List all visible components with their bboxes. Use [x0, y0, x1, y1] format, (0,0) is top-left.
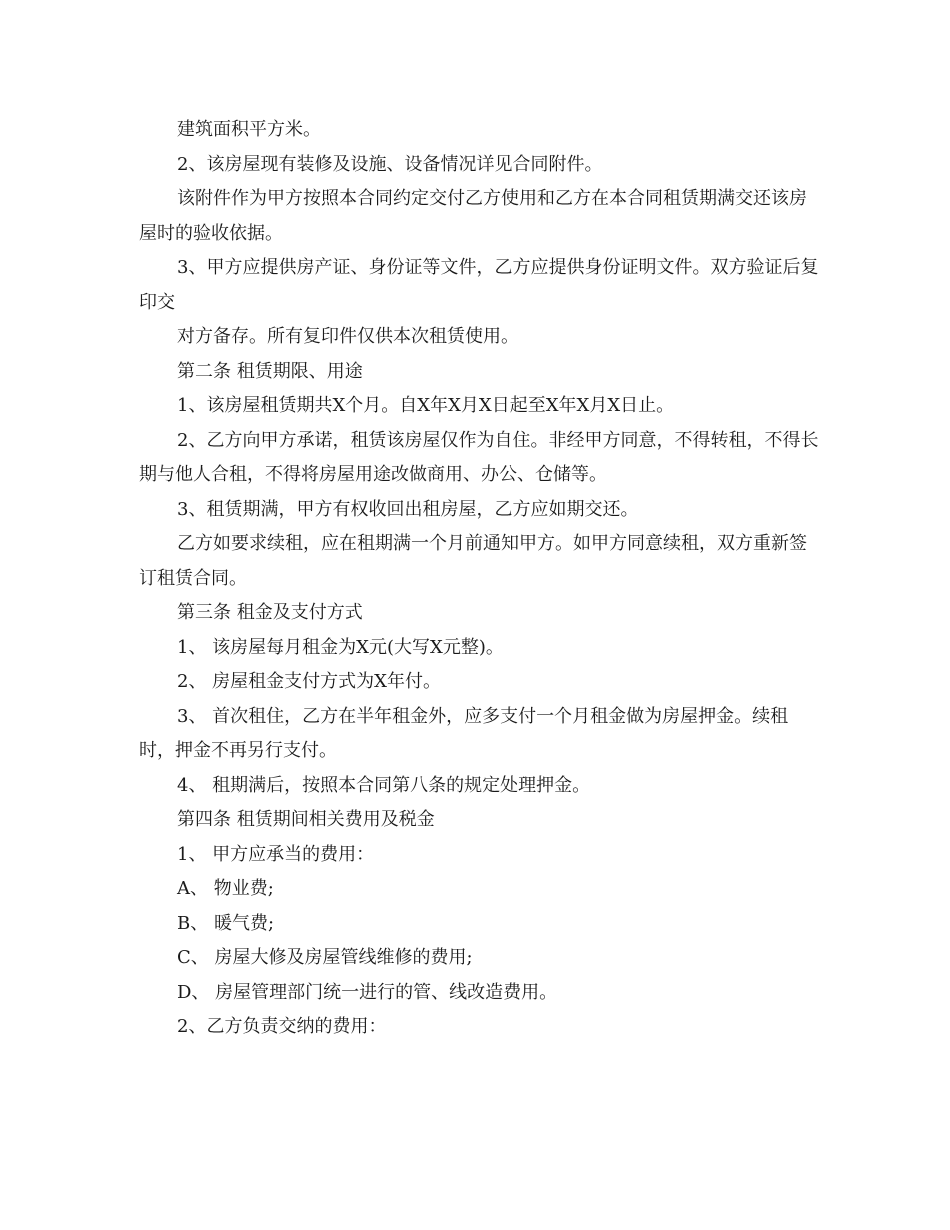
contract-body [139, 113, 819, 1045]
paragraph: 乙方如要求续租，应在租期满一个月前通知甲方。如甲方同意续租，双方重新签订租赁合同。 [139, 533, 807, 589]
paragraph: 1、 该房屋每月租金为X元(大写X元整)。 [177, 636, 504, 658]
paragraph: 2、 房屋租金支付方式为X年付。 [177, 671, 441, 692]
paragraph: 2、乙方向甲方承诺，租赁该房屋仅作为自住。非经甲方同意，不得转租，不得长期与他人合租，不得将房屋用途改做商用、办公、仓储等。 [139, 429, 819, 485]
paragraph: 建筑面积平方米。 [177, 119, 321, 140]
section-heading: 第四条 租赁期间相关费用及税金 [177, 809, 435, 830]
list-item: B、 暖气费; [177, 912, 275, 934]
paragraph: 2、该房屋现有装修及设施、设备情况详见合同附件。 [177, 153, 603, 175]
paragraph: 3、租赁期满，甲方有权收回出租房屋，乙方应如期交还。 [177, 498, 639, 520]
paragraph: 1、 甲方应承当的费用： [177, 843, 375, 865]
paragraph: 3、甲方应提供房产证、身份证等文件，乙方应提供身份证明文件。双方验证后复印交 [139, 257, 819, 313]
paragraph: 1、该房屋租赁期共X个月。自X年X月X日起至X年X月X日止。 [177, 395, 675, 416]
list-item: D、 房屋管理部门统一进行的管、线改造费用。 [177, 981, 558, 1003]
paragraph: 4、 租期满后，按照本合同第八条的规定处理押金。 [177, 774, 591, 796]
section-heading: 第三条 租金及支付方式 [177, 602, 363, 623]
list-item: C、 房屋大修及房屋管线维修的费用; [177, 947, 473, 968]
paragraph: 2、乙方负责交纳的费用： [177, 1016, 387, 1037]
paragraph: 对方备存。所有复印件仅供本次租赁使用。 [177, 326, 519, 347]
section-heading: 第二条 租赁期限、用途 [177, 360, 363, 382]
paragraph: 该附件作为甲方按照本合同约定交付乙方使用和乙方在本合同租赁期满交还该房屋时的验收依据。 [139, 188, 807, 244]
paragraph: 3、 首次租住，乙方在半年租金外，应多支付一个月租金做为房屋押金。续租时，押金不再另行支付。 [139, 705, 789, 761]
list-item: A、 物业费; [177, 878, 274, 899]
